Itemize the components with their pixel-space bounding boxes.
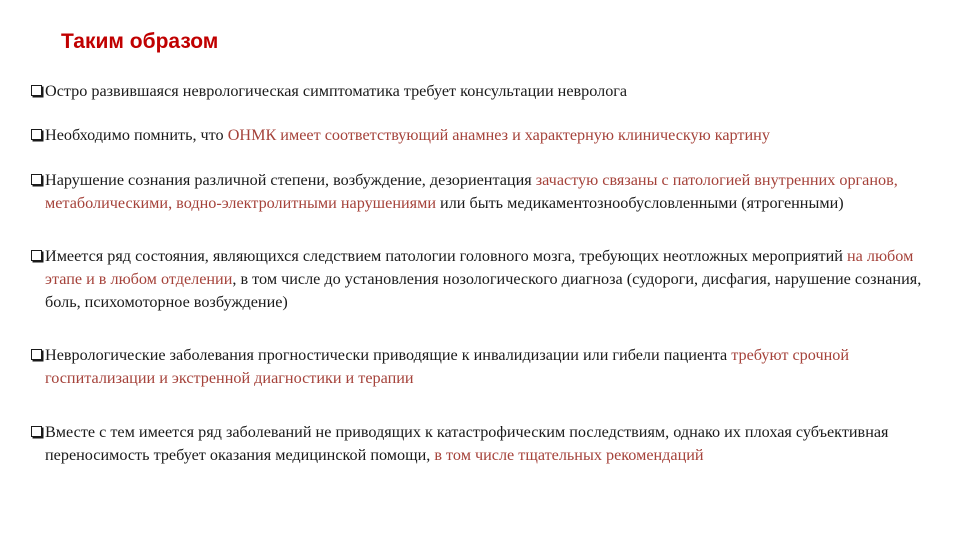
bullet-item [30, 169, 945, 215]
slide-title: Таким образом [61, 30, 219, 53]
bullet-text: или быть медикаментознообусловленными (ятрогенными) [436, 194, 844, 212]
bullet-highlight: на любом этапе и в любом отделении [45, 247, 914, 288]
checkbox-bullet-icon [31, 349, 42, 360]
checkbox-bullet-icon [31, 174, 42, 185]
checkbox-bullet-icon [31, 250, 42, 261]
bullet-text: Имеется ряд состояния, являющихся следствием патологии головного мозга, требующих неотложных мероприятий [45, 247, 847, 265]
bullet-text: Вместе с тем имеется ряд заболеваний не приводящих к катастрофическим последствиям, однако их плохая субъективная переносимость требует оказания медицинской помощи, [45, 423, 889, 464]
checkbox-bullet-icon [31, 129, 42, 140]
bullet-item [30, 80, 945, 103]
bullet-item [30, 344, 945, 390]
bullet-item [30, 421, 945, 467]
bullet-text: Нарушение сознания различной степени, возбуждение, дезориентация [45, 171, 536, 189]
bullet-list [30, 80, 945, 467]
bullet-text: Неврологические заболевания прогностически приводящие к инвалидизации или гибели пациента [45, 346, 732, 364]
checkbox-bullet-icon [31, 85, 42, 96]
bullet-highlight: зачастую связаны с патологией внутренних органов, метаболическими, водно-электролитными нарушениями [45, 171, 898, 212]
bullet-item [30, 245, 945, 314]
bullet-text: Необходимо помнить, что [45, 126, 228, 144]
checkbox-bullet-icon [31, 426, 42, 437]
bullet-highlight: ОНМК имеет соответствующий анамнез и характерную клиническую картину [227, 126, 770, 144]
bullet-item [30, 124, 945, 147]
bullet-text: , в том числе до установления нозологического диагноза (судороги, дисфагия, нарушение сознания, боль, психомоторное возбуждение) [45, 270, 922, 311]
bullet-highlight: в том числе тщательных рекомендаций [434, 446, 704, 464]
bullet-highlight: требуют срочной госпитализации и экстренной диагностики и терапии [45, 346, 850, 387]
bullet-text: Остро развившаяся неврологическая симптоматика требует консультации невролога [45, 82, 628, 100]
